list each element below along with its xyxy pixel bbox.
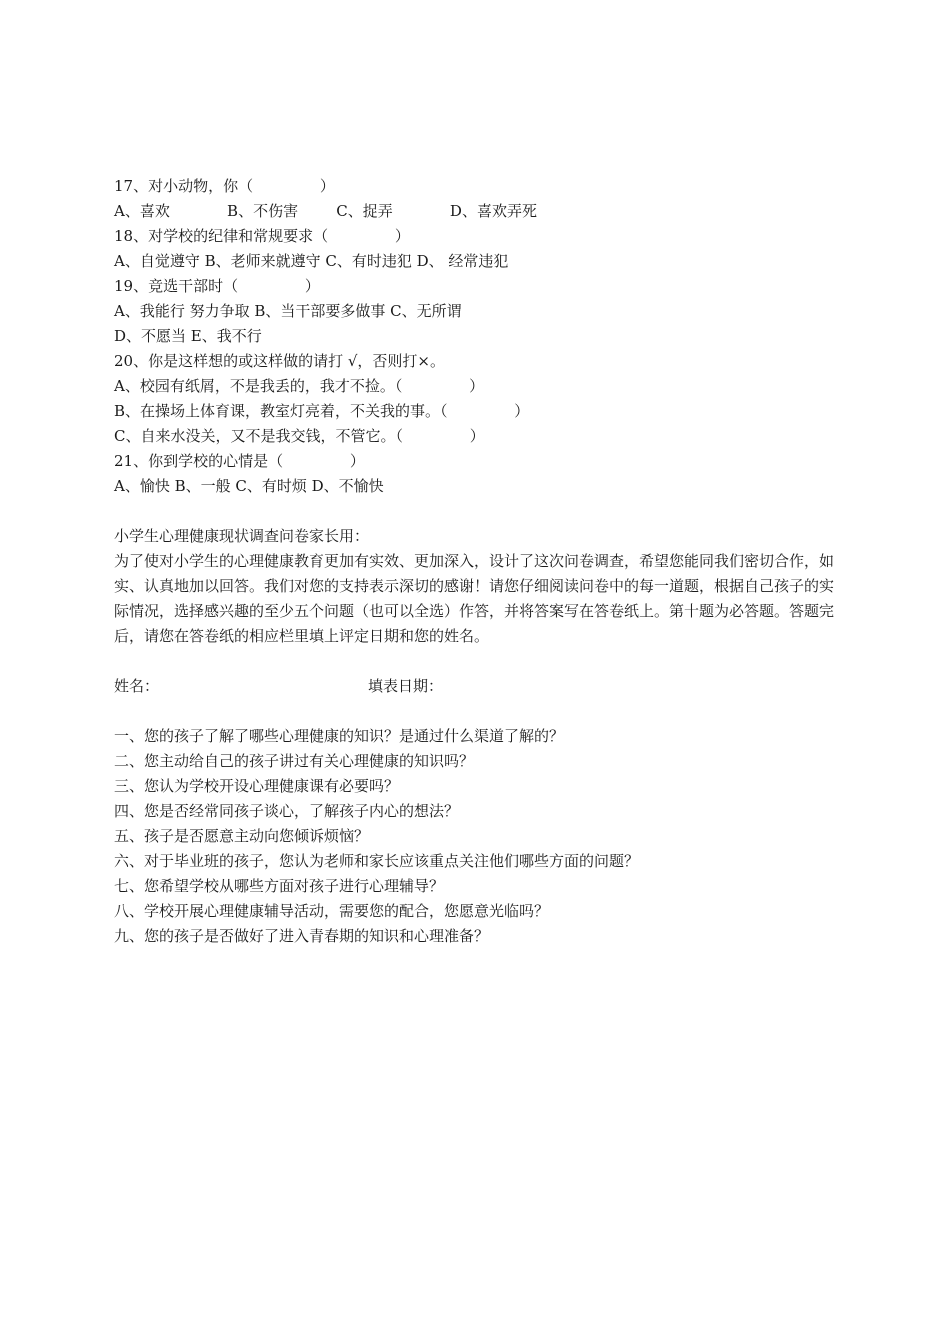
- parent-question-7: 七、您希望学校从哪些方面对孩子进行心理辅导？: [114, 877, 445, 895]
- question-19-options: A、我能行 努力争取 B、当干部要多做事 C、无所谓: [114, 302, 462, 320]
- question-17-options: A、喜欢 B、不伤害 C、捉弄 D、喜欢弄死: [114, 202, 537, 220]
- question-17: 17、对小动物，你（ ）: [114, 177, 335, 195]
- parent-question-5: 五、孩子是否愿意主动向您倾诉烦恼？: [114, 827, 370, 845]
- parent-question-6: 六、对于毕业班的孩子，您认为老师和家长应该重点关注他们哪些方面的问题？: [114, 852, 640, 870]
- question-21-options: A、愉快 B、一般 C、有时烦 D、不愉快: [114, 477, 384, 495]
- parent-question-4: 四、您是否经常同孩子谈心，了解孩子内心的想法？: [114, 802, 460, 820]
- parent-question-list: [114, 724, 834, 949]
- spacer: [114, 649, 834, 674]
- question-18: 18、对学校的纪律和常规要求（ ）: [114, 227, 410, 245]
- question-19-options-2: D、不愿当 E、我不行: [114, 327, 262, 345]
- parent-section-intro: 为了使对小学生的心理健康教育更加有实效、更加深入，设计了这次问卷调查，希望您能同我们密切合作，如实、认真地加以回答。我们对您的支持表示深切的感谢！请您仔细阅读问卷中的每一道题，根据自己孩子的实际情况，选择感兴趣的至少五个问题（也可以全选）作答，并将答案写在答卷纸上。第十题为必答题。答题完后，请您在答卷纸的相应栏里填上评定日期和您的姓名。: [114, 552, 835, 645]
- question-20-b: B、在操场上体育课，教室灯亮着，不关我的事。（ ）: [114, 402, 530, 420]
- parent-question-2: 二、您主动给自己的孩子讲过有关心理健康的知识吗？: [114, 752, 475, 770]
- spacer: [114, 499, 834, 524]
- parent-questionnaire: [114, 524, 834, 949]
- parent-section-title: 小学生心理健康现状调查问卷家长用：: [114, 527, 370, 545]
- parent-question-1: 一、您的孩子了解了哪些心理健康的知识？是通过什么渠道了解的？: [114, 727, 565, 745]
- name-date-row: [114, 674, 834, 699]
- date-label: 填表日期：: [368, 677, 444, 695]
- parent-question-8: 八、学校开展心理健康辅导活动，需要您的配合，您愿意光临吗？: [114, 902, 550, 920]
- question-20: 20、你是这样想的或这样做的请打 √，否则打×。: [114, 352, 445, 370]
- student-questions: [114, 174, 834, 499]
- question-20-c: C、自来水没关，又不是我交钱，不管它。（ ）: [114, 427, 485, 445]
- question-21: 21、你到学校的心情是（ ）: [114, 452, 365, 470]
- question-20-a: A、校园有纸屑，不是我丢的，我才不捡。（ ）: [114, 377, 485, 395]
- parent-question-3: 三、您认为学校开设心理健康课有必要吗？: [114, 777, 400, 795]
- parent-question-9: 九、您的孩子是否做好了进入青春期的知识和心理准备？: [114, 927, 490, 945]
- question-19: 19、竞选干部时（ ）: [114, 277, 320, 295]
- spacer: [114, 699, 834, 724]
- name-label: 姓名：: [114, 677, 160, 695]
- question-18-options: A、自觉遵守 B、老师来就遵守 C、有时违犯 D、 经常违犯: [114, 252, 509, 270]
- document-page: [114, 174, 834, 949]
